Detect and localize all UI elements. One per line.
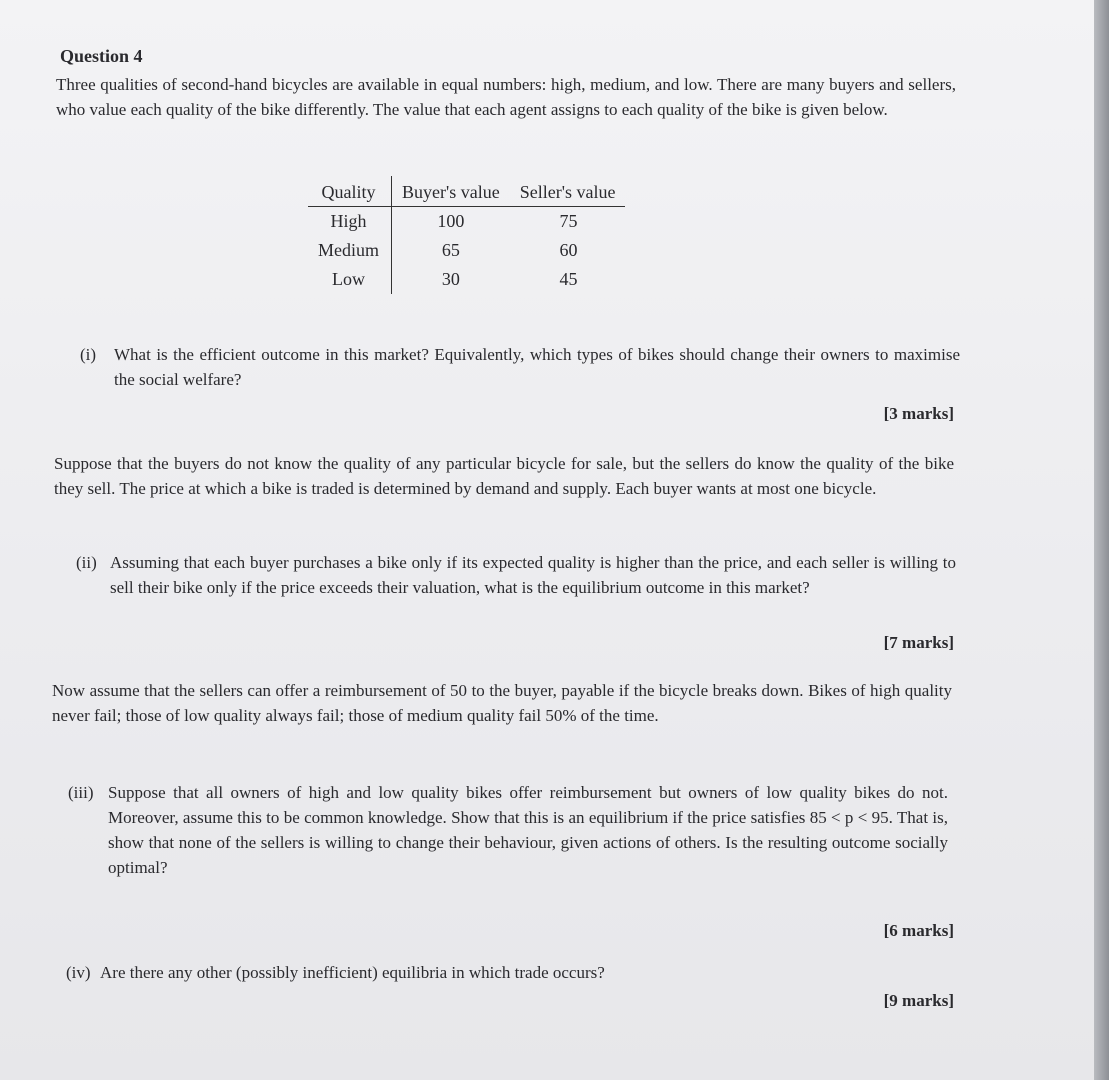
table-header-row (308, 176, 625, 207)
part-ii (76, 550, 956, 600)
quality-cell: Low (308, 265, 392, 294)
header-seller-value: Seller's value (510, 176, 626, 207)
part-number: (iii) (68, 783, 94, 802)
monitor-edge (1094, 0, 1109, 1080)
header-quality: Quality (308, 176, 392, 207)
part-text: What is the efficient outcome in this market? Equivalently, which types of bikes should change their owners to maximise the social welfare? (114, 345, 960, 389)
quality-cell: Medium (308, 236, 392, 265)
buyer-value-cell: 30 (441, 269, 460, 289)
part-iii (68, 780, 948, 880)
seller-value-cell: 60 (559, 240, 578, 260)
table-row (308, 236, 625, 265)
context-paragraph-2: Now assume that the sellers can offer a reimbursement of 50 to the buyer, payable if the bicycle breaks down. Bikes of high quality never fail; those of low quality always fail; those of medium quality fail 50% of the time. (52, 681, 952, 725)
header-buyer-value: Buyer's value (392, 176, 510, 207)
marks-part-ii: [7 marks] (883, 633, 954, 652)
seller-value-cell: 45 (559, 269, 578, 289)
seller-value-cell: 75 (559, 211, 578, 231)
marks-part-i: [3 marks] (883, 404, 954, 423)
question-title: Question 4 (60, 46, 143, 66)
part-number: (ii) (76, 553, 97, 572)
part-number: (i) (80, 345, 97, 364)
part-text: Assuming that each buyer purchases a bike only if its expected quality is higher than the price, and each seller is willing to sell their bike only if the price exceeds their valuation, what is the equilibrium outcome in this market? (110, 553, 956, 597)
quality-cell: High (308, 207, 392, 237)
buyer-value-cell: 65 (441, 240, 460, 260)
part-iv (66, 960, 946, 985)
table-row (308, 265, 625, 294)
table-row (308, 207, 625, 237)
part-number: (iv) (66, 963, 91, 982)
part-i (80, 342, 960, 392)
context-paragraph-1: Suppose that the buyers do not know the quality of any particular bicycle for sale, but the sellers do know the quality of the bike they sell. The price at which a bike is traded is determined by demand and supply. Each buyer wants at most one bicycle. (54, 454, 954, 498)
buyer-value-cell: 100 (437, 211, 465, 231)
part-text: Are there any other (possibly inefficient) equilibria in which trade occurs? (100, 963, 605, 982)
marks-part-iv: [9 marks] (883, 991, 954, 1010)
part-text: Suppose that all owners of high and low quality bikes offer reimbursement but owners of low quality bikes do not. Moreover, assume this to be common knowledge. Show that this is an equilibrium if the price satisfies 85 < p < 95. That is, show that none of the sellers is willing to change their behaviour, given actions of others. Is the resulting outcome socially optimal? (108, 783, 948, 877)
marks-part-iii: [6 marks] (883, 921, 954, 940)
question-intro: Three qualities of second-hand bicycles are available in equal numbers: high, medium, and low. There are many buyers and sellers, who value each quality of the bike differently. The value that each agent assigns to each quality of the bike is given below. (56, 75, 956, 119)
value-table (308, 176, 625, 294)
